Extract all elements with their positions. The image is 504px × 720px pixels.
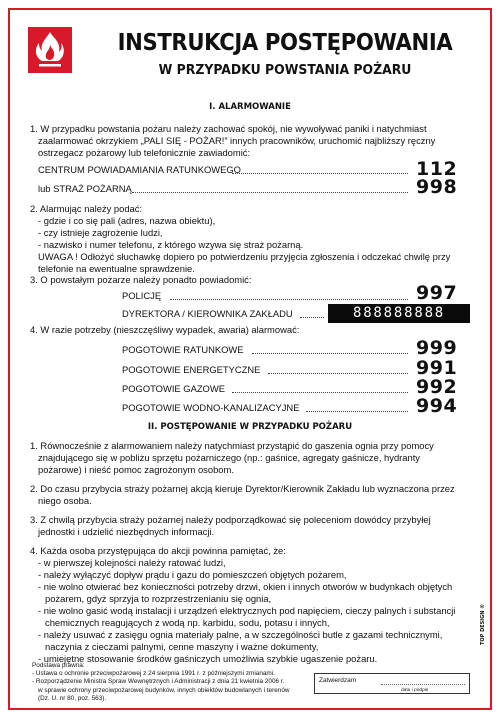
text-line: zaalarmować okrzykiem „PALI SIĘ - POŻAR!” innych pracowników, uruchomić najbliższy ręczny — [38, 135, 436, 146]
text-line: - nazwisko i numer telefonu, z którego wzywa się straż pożarną. — [38, 239, 304, 250]
legal-line: (Dz. U. nr 80, poz. 563). — [38, 694, 107, 702]
brand-mark: TOP DESIGN ® — [480, 603, 486, 645]
section-heading-action: II. POSTĘPOWANIE W PRZYPADKU POŻARU — [147, 422, 353, 432]
alarm-paragraph-3: 3. O powstałym pożarze należy ponadto powiadomić: — [30, 274, 252, 285]
cpr-label: CENTRUM POWIADAMIANIA RATUNKOWEGO — [38, 164, 241, 175]
text-line: - umiejętne stosowanie środków gaśniczych umożliwia szybkie ugaszenie pożaru. — [38, 653, 378, 664]
date-signature-label: data i podpis — [401, 688, 429, 693]
dotted-leader — [132, 192, 408, 193]
legal-basis — [32, 662, 290, 703]
gas-service-label: POGOTOWIE GAZOWE — [122, 383, 225, 394]
text-line: pożarem, gdyż sprzyja to rozprzestrzenianiu się ognia, — [45, 593, 272, 604]
action-paragraph-2 — [30, 483, 472, 507]
text-line: 2. Alarmując należy podać: — [30, 203, 143, 214]
alarm-paragraph-1 — [30, 123, 472, 159]
dotted-leader — [268, 373, 408, 374]
text-line: 4. Każda osoba przystępująca do akcji powinna pamiętać, że: — [30, 545, 286, 556]
approved-label: Zatwierdzam — [319, 677, 357, 684]
legal-line: Podstawa prawna: — [32, 662, 85, 669]
text-line: 3. Z chwilą przybycia straży pożarnej należy podporządkować się poleceniom dowódcy przybyłej — [30, 514, 431, 525]
page-title: INSTRUKCJA POSTĘPOWANIA — [117, 30, 453, 56]
text-line: - w pierwszej kolejności należy ratować ludzi, — [38, 557, 226, 568]
ambulance-label: POGOTOWIE RATUNKOWE — [122, 344, 244, 355]
cpr-number: 112 — [416, 158, 458, 180]
text-line: telefonie na ewentualne sprawdzenie. — [38, 263, 195, 274]
text-line: - gdzie i co się pali (adres, nazwa obiektu), — [38, 215, 216, 226]
text-line: - czy istnieje zagrożenie ludzi, — [38, 227, 163, 238]
water-service-label: POGOTOWIE WODNO-KANALIZACYJNE — [122, 402, 300, 413]
text-line: jednostki i udzielić niezbędnych informacji. — [38, 526, 215, 537]
signature-box[interactable] — [314, 673, 470, 694]
page-subtitle: W PRZYPADKU POWSTANIA POŻARU — [158, 62, 412, 78]
text-line: ostrzegacz pożarowy lub telefonicznie zawiadomić: — [38, 147, 251, 158]
text-line: - nie wolno gasić wodą instalacji i urządzeń elektrycznych pod napięciem, cieczy palnych i substancji — [38, 605, 456, 616]
alarm-paragraph-2 — [30, 203, 472, 275]
dotted-leader — [300, 317, 324, 318]
director-number-display: 888888888 — [328, 304, 470, 323]
text-line: - należy usuwać z zasięgu ognia materiały palne, a w szczególności butle z gazami technicznymi, — [38, 629, 443, 640]
director-label: DYREKTORA / KIEROWNIKA ZAKŁADU — [122, 308, 293, 319]
legal-line: - Rozporządzenie Ministra Spraw Wewnętrznych i Administracji z dnia 21 kwietnia 2006 r. — [32, 678, 285, 686]
police-number: 997 — [416, 282, 458, 304]
text-line: - nie wolno otwierać bez konieczności potrzeby drzwi, okien i innych otworów w budynkach objętych — [38, 581, 453, 592]
signature-line — [381, 684, 465, 685]
water-service-number: 994 — [416, 395, 458, 417]
legal-line: - Ustawa o ochronie przeciwpożarowej z 24 sierpnia 1991 r. z późniejszymi zmianami. — [32, 670, 275, 678]
text-line: pożarowe) i nieść pomoc zagrożonym osobom. — [38, 464, 234, 475]
dotted-leader — [232, 392, 408, 393]
fire-icon — [28, 27, 72, 73]
dotted-leader — [306, 411, 408, 412]
dotted-leader — [170, 299, 408, 300]
fire-brigade-number: 998 — [416, 176, 458, 198]
police-label: POLICJĘ — [122, 290, 162, 301]
text-line: 2. Do czasu przybycia straży pożarnej akcją kieruje Dyrektor/Kierownik Zakładu lub wyznaczona przez — [30, 483, 455, 494]
dotted-leader — [252, 353, 408, 354]
gas-service-number: 992 — [416, 376, 458, 398]
ambulance-number: 999 — [416, 337, 458, 359]
text-line: chemicznych reagujących z wodą np. karbidu, sodu, potasu i innych, — [45, 617, 330, 628]
action-paragraph-1 — [30, 440, 472, 476]
legal-line: w sprawie ochrony przeciwpożarowej budynków, innych obiektów budowlanych i terenów — [38, 686, 290, 694]
text-line: 1. Równocześnie z alarmowaniem należy natychmiast przystąpić do gaszenia ognia przy pomocy — [30, 440, 434, 451]
text-line: 1. W przypadku powstania pożaru należy zachować spokój, nie wywoływać paniki i natychmiast — [30, 123, 427, 134]
text-line: niego osoba. — [38, 495, 92, 506]
text-line: naczynia z cieczami palnymi, cenne maszyny i ważne dokumenty, — [45, 641, 319, 652]
energy-service-number: 991 — [416, 357, 458, 379]
fire-brigade-label: lub STRAŻ POŻARNĄ — [38, 183, 132, 194]
dotted-leader — [232, 173, 408, 174]
action-paragraph-3 — [30, 514, 472, 538]
section-heading-alarm: I. ALARMOWANIE — [209, 102, 291, 112]
text-line: znajdującego się w pobliżu sprzętu pożarniczego (np.: gaśnice, agregaty gaśnicze, hydranty — [38, 452, 420, 463]
text-line: UWAGA ! Odłożyć słuchawkę dopiero po potwierdzeniu przyjęcia zgłoszenia i odczekać chwilę przy — [38, 251, 451, 262]
text-line: - należy wyłączyć dopływ prądu i gazu do pomieszczeń objętych pożarem, — [38, 569, 347, 580]
energy-service-label: POGOTOWIE ENERGETYCZNE — [122, 364, 261, 375]
action-paragraph-4 — [30, 545, 472, 665]
alarm-paragraph-4: 4. W razie potrzeby (nieszczęśliwy wypadek, awaria) alarmować: — [30, 324, 300, 335]
